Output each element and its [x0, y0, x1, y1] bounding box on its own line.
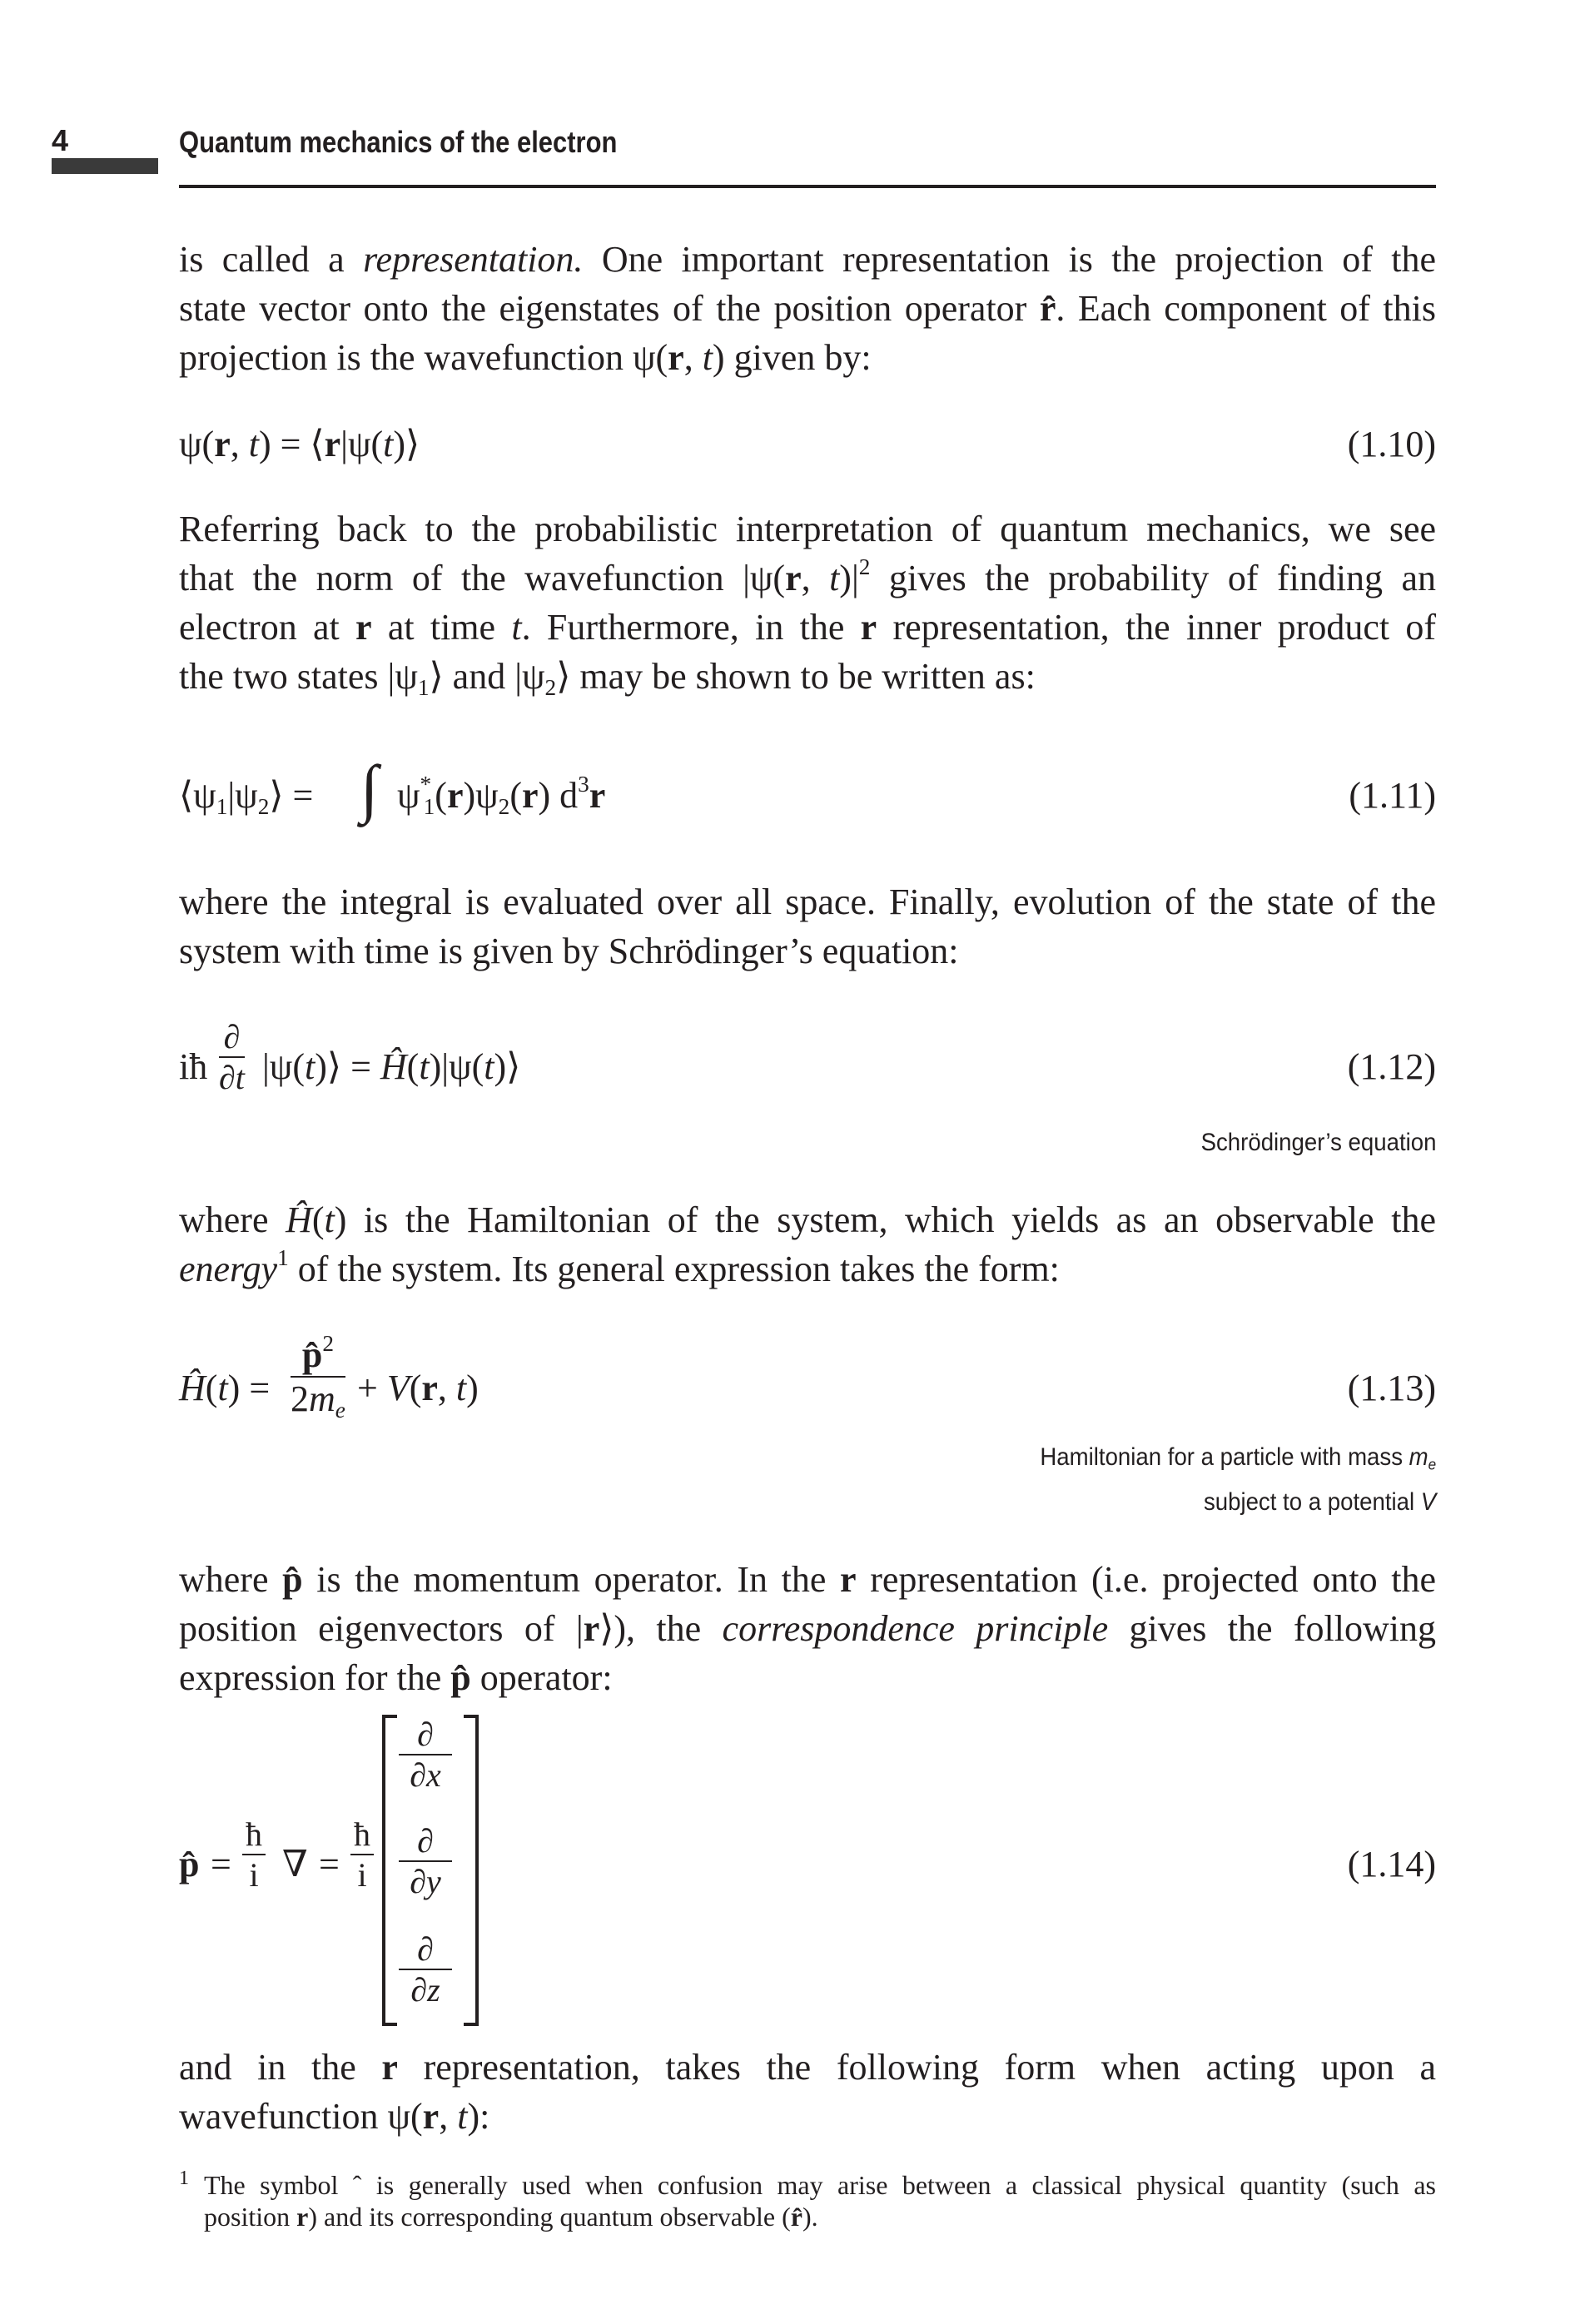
margin-note-line: subject to a potential V — [1203, 1488, 1436, 1516]
margin-note-schrodinger: Schrödinger’s equation — [1200, 1129, 1436, 1156]
equation-body: |ψ(t)⟩ = Ĥ(t)|ψ(t)⟩ — [262, 1046, 521, 1087]
paragraph-line: energy$^1$ of the system. Its general expression takes the form: — [179, 1244, 1060, 1289]
paragraph-line: is called a representation. One important representation is the projection of the — [179, 239, 1436, 280]
paragraph-line: system with time is given by Schrödinger’s equation: — [179, 931, 959, 971]
gradient-column-vector — [382, 1711, 449, 2028]
equation-number: (1.12) — [1347, 1046, 1436, 1087]
paragraph-line: expression for the p̂ operator: — [179, 1657, 613, 1698]
paragraph-line: electron at r at time t. Furthermore, in the r representation, the inner product of — [179, 607, 1437, 648]
equation-1-13 — [179, 1330, 1436, 1438]
paragraph-line: where Ĥ(t) is the Hamiltonian of the system, which yields as an observable the — [179, 1199, 1436, 1240]
page-number-bar — [52, 158, 158, 174]
equation-lhs: Ĥ(t) = — [179, 1368, 271, 1408]
left-bracket — [382, 1715, 397, 2026]
paragraph-line: projection is the wavefunction ψ(r, t) given by: — [179, 337, 872, 378]
equals-sign: = — [319, 1844, 340, 1885]
margin-note-line: Hamiltonian for a particle with mass $m_e$ — [1040, 1443, 1436, 1473]
footnote-line: The symbol ˆ is generally used when confusion may arise between a classical physical quantity (such as — [204, 2170, 1436, 2200]
paragraph-line: position eigenvectors of |r⟩), the correspondence principle gives the following — [179, 1608, 1436, 1649]
equation-body: ψ(r, t) = ⟨r|ψ(t)⟩ — [179, 424, 420, 464]
partial-y: ∂ ∂y — [399, 1821, 452, 1901]
right-bracket — [464, 1715, 479, 2026]
paragraph-2 — [179, 504, 1436, 701]
running-title: Quantum mechanics of the electron — [179, 125, 618, 159]
header-rule — [179, 185, 1436, 188]
partial-t-fraction: ∂ ∂t — [219, 1018, 245, 1096]
equation-number: (1.14) — [1347, 1844, 1436, 1885]
kinetic-fraction: $\frac{p̂^2}{2m_e}$ — [291, 1330, 345, 1423]
footnote-1 — [179, 2169, 1436, 2232]
equation-lhs-prefix: iħ — [179, 1046, 208, 1087]
equation-rhs: + V(r, t) — [357, 1368, 479, 1408]
paragraph-line: that the norm of the wavefunction |ψ(r, $t)|^2$ gives the probability of finding an — [179, 554, 1437, 598]
equals-sign: = — [211, 1844, 231, 1885]
partial-x: ∂ ∂x — [399, 1715, 452, 1795]
equation-1-11 — [179, 752, 1436, 841]
equation-number: (1.11) — [1349, 775, 1436, 816]
paragraph-6 — [179, 2043, 1436, 2141]
equation-1-10 — [179, 423, 1436, 473]
equation-1-14 — [179, 1711, 1436, 2028]
paragraph-line: and in the r representation, takes the following form when acting upon a — [179, 2047, 1436, 2088]
paragraph-5 — [179, 1555, 1436, 1702]
paragraph-line: the two states $|\psi_1⟩$ and $|\psi_2⟩$ may be shown to be written as: — [179, 656, 1036, 701]
footnote-line: position r) and its corresponding quantum observable (r̂). — [204, 2202, 818, 2232]
nabla-symbol: ∇ — [282, 1844, 308, 1885]
paragraph-line: where p̂ is the momentum operator. In the r representation (i.e. projected onto the — [179, 1559, 1436, 1600]
paragraph-line: where the integral is evaluated over all space. Finally, evolution of the state of the — [179, 881, 1436, 922]
hbar-over-i-fraction: $\frac{ħ}{i}$ — [350, 1815, 374, 1894]
equation-number: (1.13) — [1347, 1368, 1436, 1408]
equation-number: (1.10) — [1347, 424, 1436, 464]
equation-lhs: $⟨\psi_1|\psi_2⟩$ = — [179, 775, 314, 820]
hbar-over-i-fraction: $\frac{ħ}{i}$ — [242, 1815, 266, 1894]
page-number: 4 — [52, 123, 69, 157]
paragraph-1 — [179, 235, 1436, 382]
paragraph-line: Referring back to the probabilistic interpretation of quantum mechanics, we see — [179, 509, 1436, 549]
footnote-mark: 1 — [179, 2168, 189, 2189]
equation-rhs: $\psi^*_1(r)\psi_2(r)$ $d^3r$ — [397, 771, 606, 820]
momentum-operator: p̂ — [179, 1844, 200, 1885]
integral-sign: ∫ — [360, 752, 379, 824]
paragraph-3 — [179, 877, 1436, 976]
paragraph-line: wavefunction ψ(r, t): — [179, 2096, 490, 2137]
equation-1-12 — [179, 1017, 1436, 1109]
partial-z: ∂ ∂z — [399, 1929, 452, 2009]
paragraph-line: state vector onto the eigenstates of the position operator r̂. Each component of this — [179, 288, 1437, 329]
margin-note-hamiltonian — [1040, 1435, 1436, 1525]
paragraph-4 — [179, 1195, 1436, 1294]
